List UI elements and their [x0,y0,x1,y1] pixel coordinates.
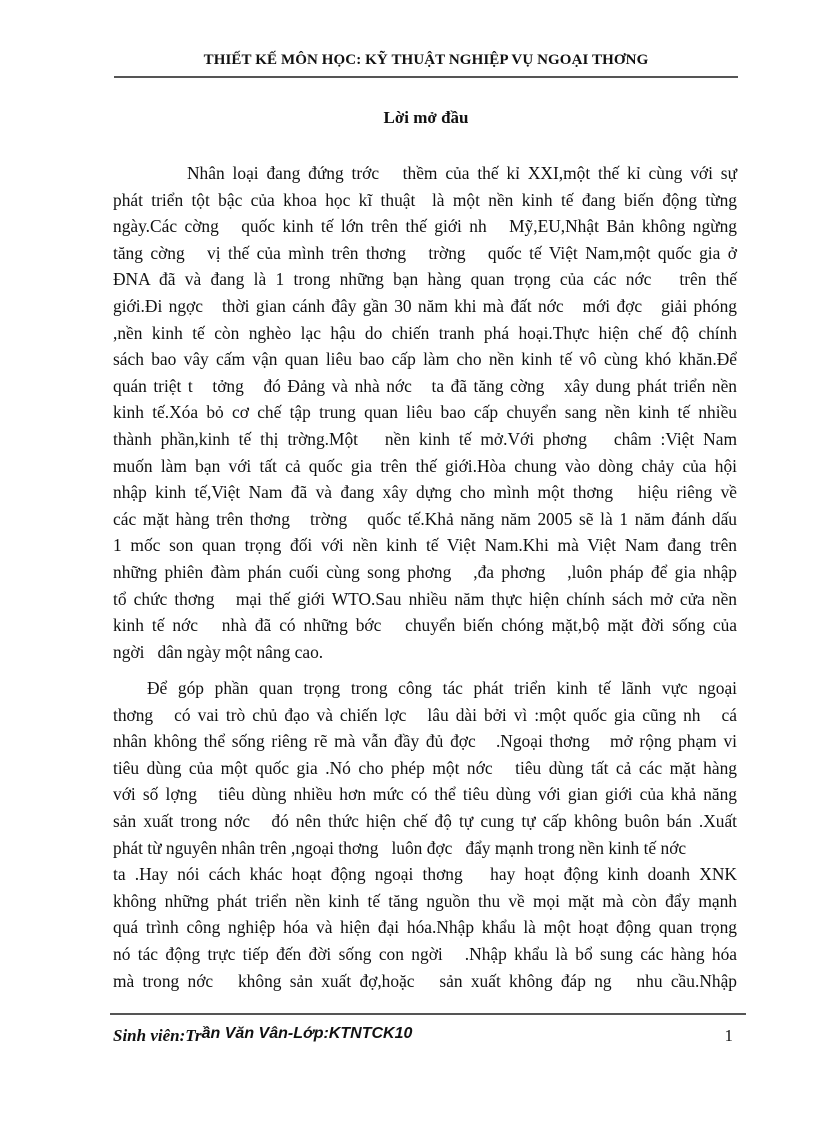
document-title: Lời mở đầu [383,108,469,127]
text-line: nhập kinh tế,Việt Nam đã và đang xây dựng cho mình một thơng hiệu riêng về [113,482,737,503]
header-divider [114,76,738,78]
text-line: kinh tế nớc nhà đã có những bớc chuyển biến chóng mặt,bộ mặt đời sống của [113,615,737,636]
text-line: nhân không thể sống riêng rẽ mà vẫn đầy đủ đợc .Ngoại thơng mở rộng phạm vi [113,731,737,752]
text-line: sách bao vây cấm vận quan liêu bao cấp làm cho nền kinh tế vô cùng khó khăn.Để [113,349,737,370]
text-line: sản xuất trong nớc đó nên thức hiện chế độ tự cung tự cấp không buôn bán .Xuất [113,810,737,831]
text-line: muốn làm bạn với tất cả quốc gia trên thế giới.Hòa chung vào dòng chảy của hội [113,455,737,476]
text-line: tổ chức thơng mại thế giới WTO.Sau nhiều năm thực hiện chính sách mở cửa nền [113,588,737,609]
text-line: ta .Hay nói cách khác hoạt động ngoại thơng hay hoạt động kinh doanh XNK [113,864,737,885]
running-footer [113,1026,743,1052]
footer-student-label: Sinh viên:Tr [113,1026,202,1045]
text-line: ,nền kinh tế còn nghèo lạc hậu do chiến tranh phá hoại.Thực hiện chế độ chính [113,322,737,343]
text-line: những phiên đàm phán cuối cùng song phơng ,đa phơng ,luôn pháp để gia nhập [113,561,737,582]
text-line: kinh tế.Xóa bỏ cơ chế tập trung quan liêu bao cấp chuyển sang nền kinh tế nhiều [113,402,737,423]
footer-divider [110,1013,746,1015]
paragraph-2 [113,675,737,994]
text-line: Để góp phần quan trọng trong công tác phát triển kinh tế lãnh vực ngoại [147,678,737,698]
text-line: các mặt hàng trên thơng trờng quốc tế.Khả năng năm 2005 sẽ là 1 năm đánh dấu [113,508,737,529]
text-line: Nhân loại đang đứng trớc thềm của thế kỉ XXI,một thế kỉ cùng với sự [187,163,737,183]
text-line: ngời dân ngày một nâng cao. [113,641,324,662]
text-line: với số lợng tiêu dùng nhiều hơn mức có thể tiêu dùng với gian giới của khả năng [113,784,737,805]
text-line: tiêu dùng của một quốc gia .Nó cho phép một nớc tiêu dùng tất cả các mặt hàng [113,757,737,778]
text-line: mà trong nớc không sản xuất đợ,hoặc sản xuất không đáp ng nhu cầu.Nhập [113,970,737,991]
footer-student-name-class: ần Văn Vân-Lớp:KTNTCK10 [201,1025,413,1042]
text-line: nó tác động trực tiếp đến đời sống con ngời .Nhập khẩu là bổ sung các hàng hóa [113,943,737,964]
page-number: 1 [724,1026,733,1045]
text-line: thành phần,kinh tế thị trờng.Một nền kinh tế mở.Với phơng châm :Việt Nam [113,428,737,449]
text-line: tăng cờng vị thế của mình trên thơng trờng quốc tế Việt Nam,một quốc gia ở [113,242,737,263]
text-line: ngày.Các cờng quốc kinh tế lớn trên thế giới nh Mỹ,EU,Nhật Bản không ngừng [113,216,737,237]
running-header-title: THIẾT KẾ MÔN HỌC: KỸ THUẬT NGHIỆP VỤ NGOẠI THƠNG [203,52,649,68]
text-line: quán triệt t tởng đó Đảng và nhà nớc ta đã tăng cờng xây dung phát triển nền [113,375,737,396]
text-line: không những phát triển nền kinh tế tăng nguồn thu về mọi mặt mà còn đẩy mạnh [113,890,737,911]
text-line: giới.Đi ngợc thời gian cánh đây gần 30 năm khi mà đất nớc mới đợc giải phóng [113,295,737,316]
paragraph-1 [113,160,737,665]
text-line: phát từ nguyên nhân trên ,ngoại thơng luôn đợc đẩy mạnh trong nền kinh tế nớc [113,837,687,858]
text-line: phát triển tột bậc của khoa học kĩ thuật là một nền kinh tế đang biến động từng [113,189,737,210]
text-line: 1 mốc son quan trọng đối với nền kinh tế Việt Nam.Khi mà Việt Nam đang trên [113,535,737,556]
text-line: ĐNA đã và đang là 1 trong những bạn hàng quan trọng của các nớc trên thế [113,269,737,290]
text-line: quá trình công nghiệp hóa và hiện đại hóa.Nhập khẩu là một hoạt động quan trọng [113,917,737,938]
text-line: thơng có vai trò chủ đạo và chiến lợc lâu dài bởi vì :một quốc gia cũng nh cá [113,704,737,725]
